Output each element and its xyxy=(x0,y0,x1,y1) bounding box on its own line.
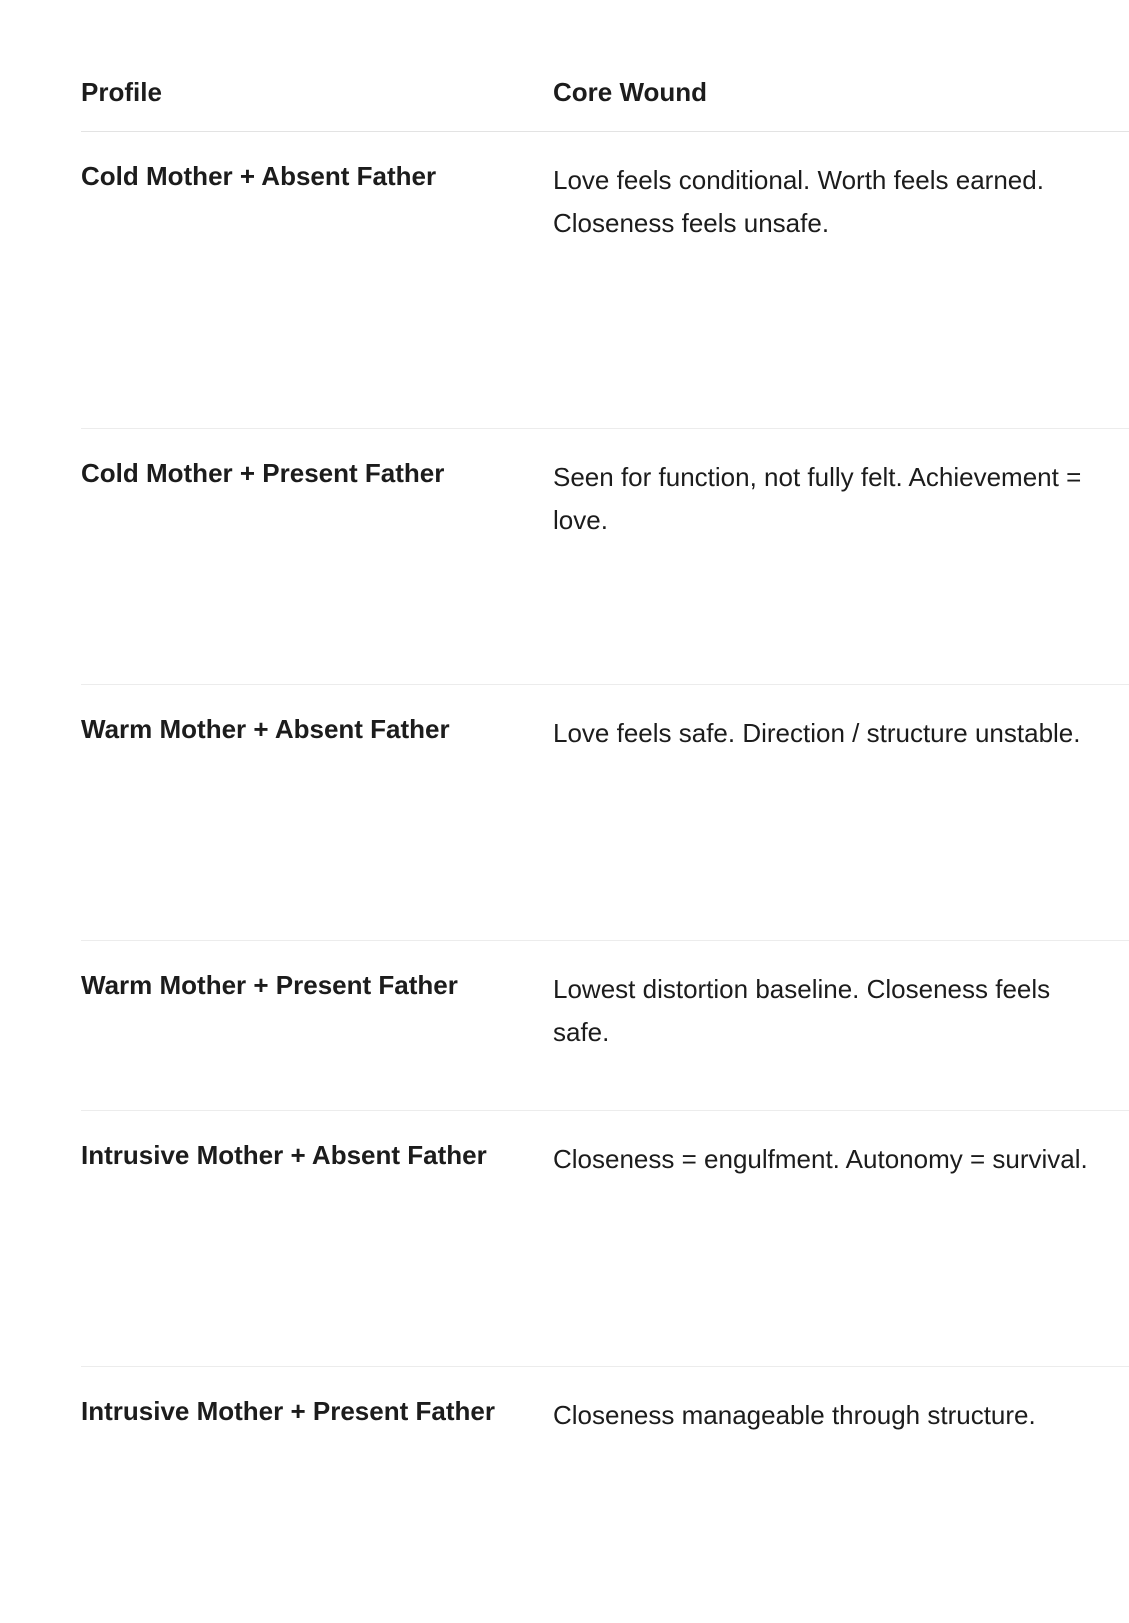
row-core-wound: Love feels conditional. Worth feels earned. Closeness feels unsafe. xyxy=(553,165,1044,238)
table-row xyxy=(81,132,1129,429)
row-core-wound: Love feels safe. Direction / structure unstable. xyxy=(553,718,1081,748)
row-core-wound: Lowest distortion baseline. Closeness feels safe. xyxy=(553,974,1051,1047)
row-profile: Cold Mother + Absent Father xyxy=(81,161,437,191)
row-profile: Warm Mother + Present Father xyxy=(81,970,458,1000)
header-core-wound: Core Wound xyxy=(553,77,708,107)
table-row xyxy=(81,1111,1129,1367)
row-profile: Intrusive Mother + Absent Father xyxy=(81,1140,487,1170)
table-header xyxy=(81,0,1129,132)
row-profile: Intrusive Mother + Present Father xyxy=(81,1396,495,1426)
table-row xyxy=(81,685,1129,941)
row-core-wound: Closeness = engulfment. Autonomy = survival. xyxy=(553,1144,1088,1174)
table-row xyxy=(81,941,1129,1111)
row-core-wound: Seen for function, not fully felt. Achievement = love. xyxy=(553,462,1082,535)
header-profile: Profile xyxy=(81,77,162,107)
row-profile: Cold Mother + Present Father xyxy=(81,458,445,488)
row-core-wound: Closeness manageable through structure. xyxy=(553,1400,1036,1430)
row-profile: Warm Mother + Absent Father xyxy=(81,714,450,744)
table-row xyxy=(81,1367,1129,1567)
profile-table xyxy=(81,0,1129,1567)
table-row xyxy=(81,429,1129,685)
